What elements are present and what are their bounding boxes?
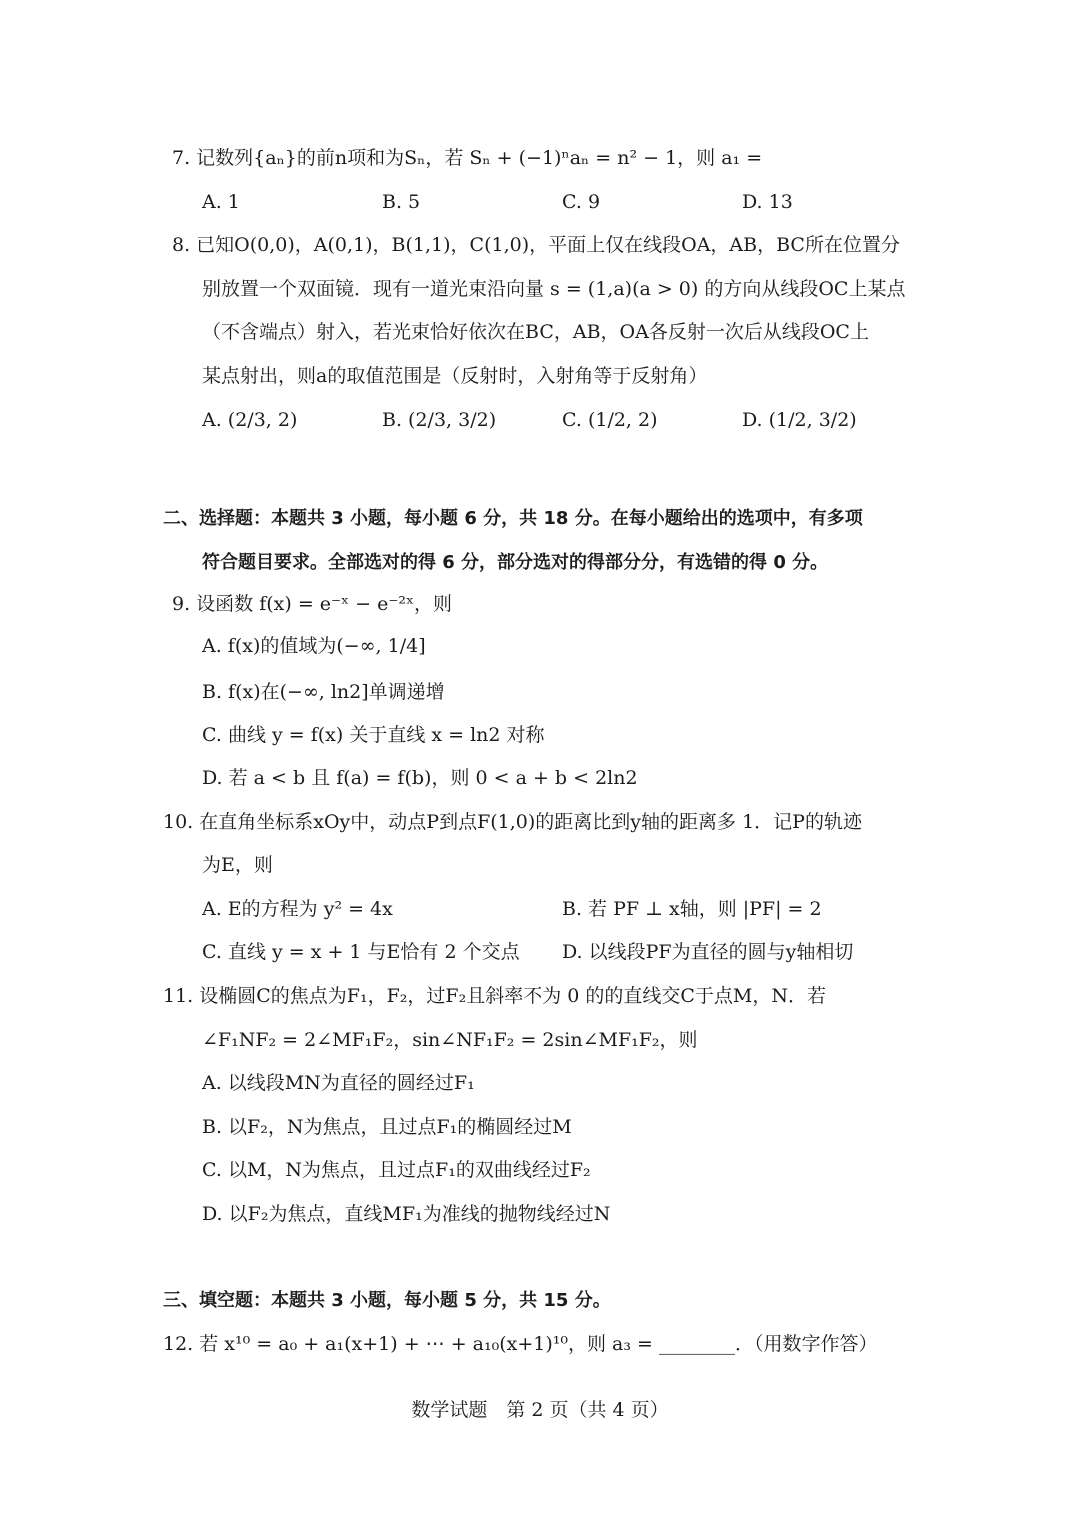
q7-stem: 7. 记数列{aₙ}的前n项和为Sₙ，若 Sₙ + (−1)ⁿaₙ = n² − 1，则 a₁ = — [172, 147, 763, 169]
q7-option-a: A. 1 — [202, 191, 240, 213]
q8-option-b: B. (2/3, 3/2) — [382, 409, 497, 431]
q9-option-a: A. f(x)的值域为(−∞, 1/4] — [202, 635, 426, 657]
q8-line-2: 别放置一个双面镜．现有一道光束沿向量 s = (1,a)(a > 0) 的方向从线段OC上某点 — [202, 278, 906, 300]
q11-line-2: ∠F₁NF₂ = 2∠MF₁F₂，sin∠NF₁F₂ = 2sin∠MF₁F₂，则 — [202, 1029, 698, 1051]
q11-option-c: C. 以M，N为焦点，且过点F₁的双曲线经过F₂ — [202, 1159, 591, 1181]
q10-option-a: A. E的方程为 y² = 4x — [202, 898, 393, 920]
q11-option-d: D. 以F₂为焦点，直线MF₁为准线的抛物线经过N — [202, 1203, 611, 1225]
q7-option-d: D. 13 — [742, 191, 793, 213]
q11-option-b: B. 以F₂，N为焦点，且过点F₁的椭圆经过M — [202, 1116, 572, 1138]
q7-option-b: B. 5 — [382, 191, 421, 213]
q8-line-3: （不含端点）射入，若光束恰好依次在BC，AB，OA各反射一次后从线段OC上 — [202, 321, 869, 343]
q10-option-d: D. 以线段PF为直径的圆与y轴相切 — [562, 941, 854, 963]
q9-option-b: B. f(x)在(−∞, ln2]单调递增 — [202, 681, 445, 703]
q11-option-a: A. 以线段MN为直径的圆经过F₁ — [202, 1072, 475, 1094]
q11-line-1: 11. 设椭圆C的焦点为F₁，F₂，过F₂且斜率不为 0 的的直线交C于点M，N．若 — [163, 985, 826, 1007]
q8-option-d: D. (1/2, 3/2) — [742, 409, 857, 431]
q10-line-1: 10. 在直角坐标系xOy中，动点P到点F(1,0)的距离比到y轴的距离多 1．记P的轨迹 — [163, 811, 862, 833]
q10-line-2: 为E，则 — [202, 854, 273, 876]
q12-stem: 12. 若 x¹⁰ = a₀ + a₁(x+1) + ⋯ + a₁₀(x+1)¹⁰，则 a₃ = ________．（用数字作答） — [163, 1333, 878, 1355]
q9-option-d: D. 若 a < b 且 f(a) = f(b)，则 0 < a + b < 2ln2 — [202, 767, 638, 789]
page-footer: 数学试题 第 2 页（共 4 页） — [411, 1399, 669, 1421]
q8-line-1: 8. 已知O(0,0)，A(0,1)，B(1,1)，C(1,0)，平面上仅在线段OA，AB，BC所在位置分 — [172, 234, 900, 256]
q10-option-c: C. 直线 y = x + 1 与E恰有 2 个交点 — [202, 941, 520, 963]
q8-option-a: A. (2/3, 2) — [202, 409, 298, 431]
q9-option-c: C. 曲线 y = f(x) 关于直线 x = ln2 对称 — [202, 724, 545, 746]
q10-option-b: B. 若 PF ⊥ x轴，则 |PF| = 2 — [562, 898, 822, 920]
q7-option-c: C. 9 — [562, 191, 601, 213]
q8-line-4: 某点射出，则a的取值范围是（反射时，入射角等于反射角） — [202, 365, 708, 387]
section2-title-line-1: 二、选择题：本题共 3 小题，每小题 6 分，共 18 分。在每小题给出的选项中，有多项 — [163, 508, 863, 529]
q8-option-c: C. (1/2, 2) — [562, 409, 658, 431]
section3-title: 三、填空题：本题共 3 小题，每小题 5 分，共 15 分。 — [163, 1290, 611, 1311]
q9-stem: 9. 设函数 f(x) = e⁻ˣ − e⁻²ˣ，则 — [172, 593, 453, 615]
section2-title-line-2: 符合题目要求。全部选对的得 6 分，部分选对的得部分分，有选错的得 0 分。 — [202, 552, 829, 573]
